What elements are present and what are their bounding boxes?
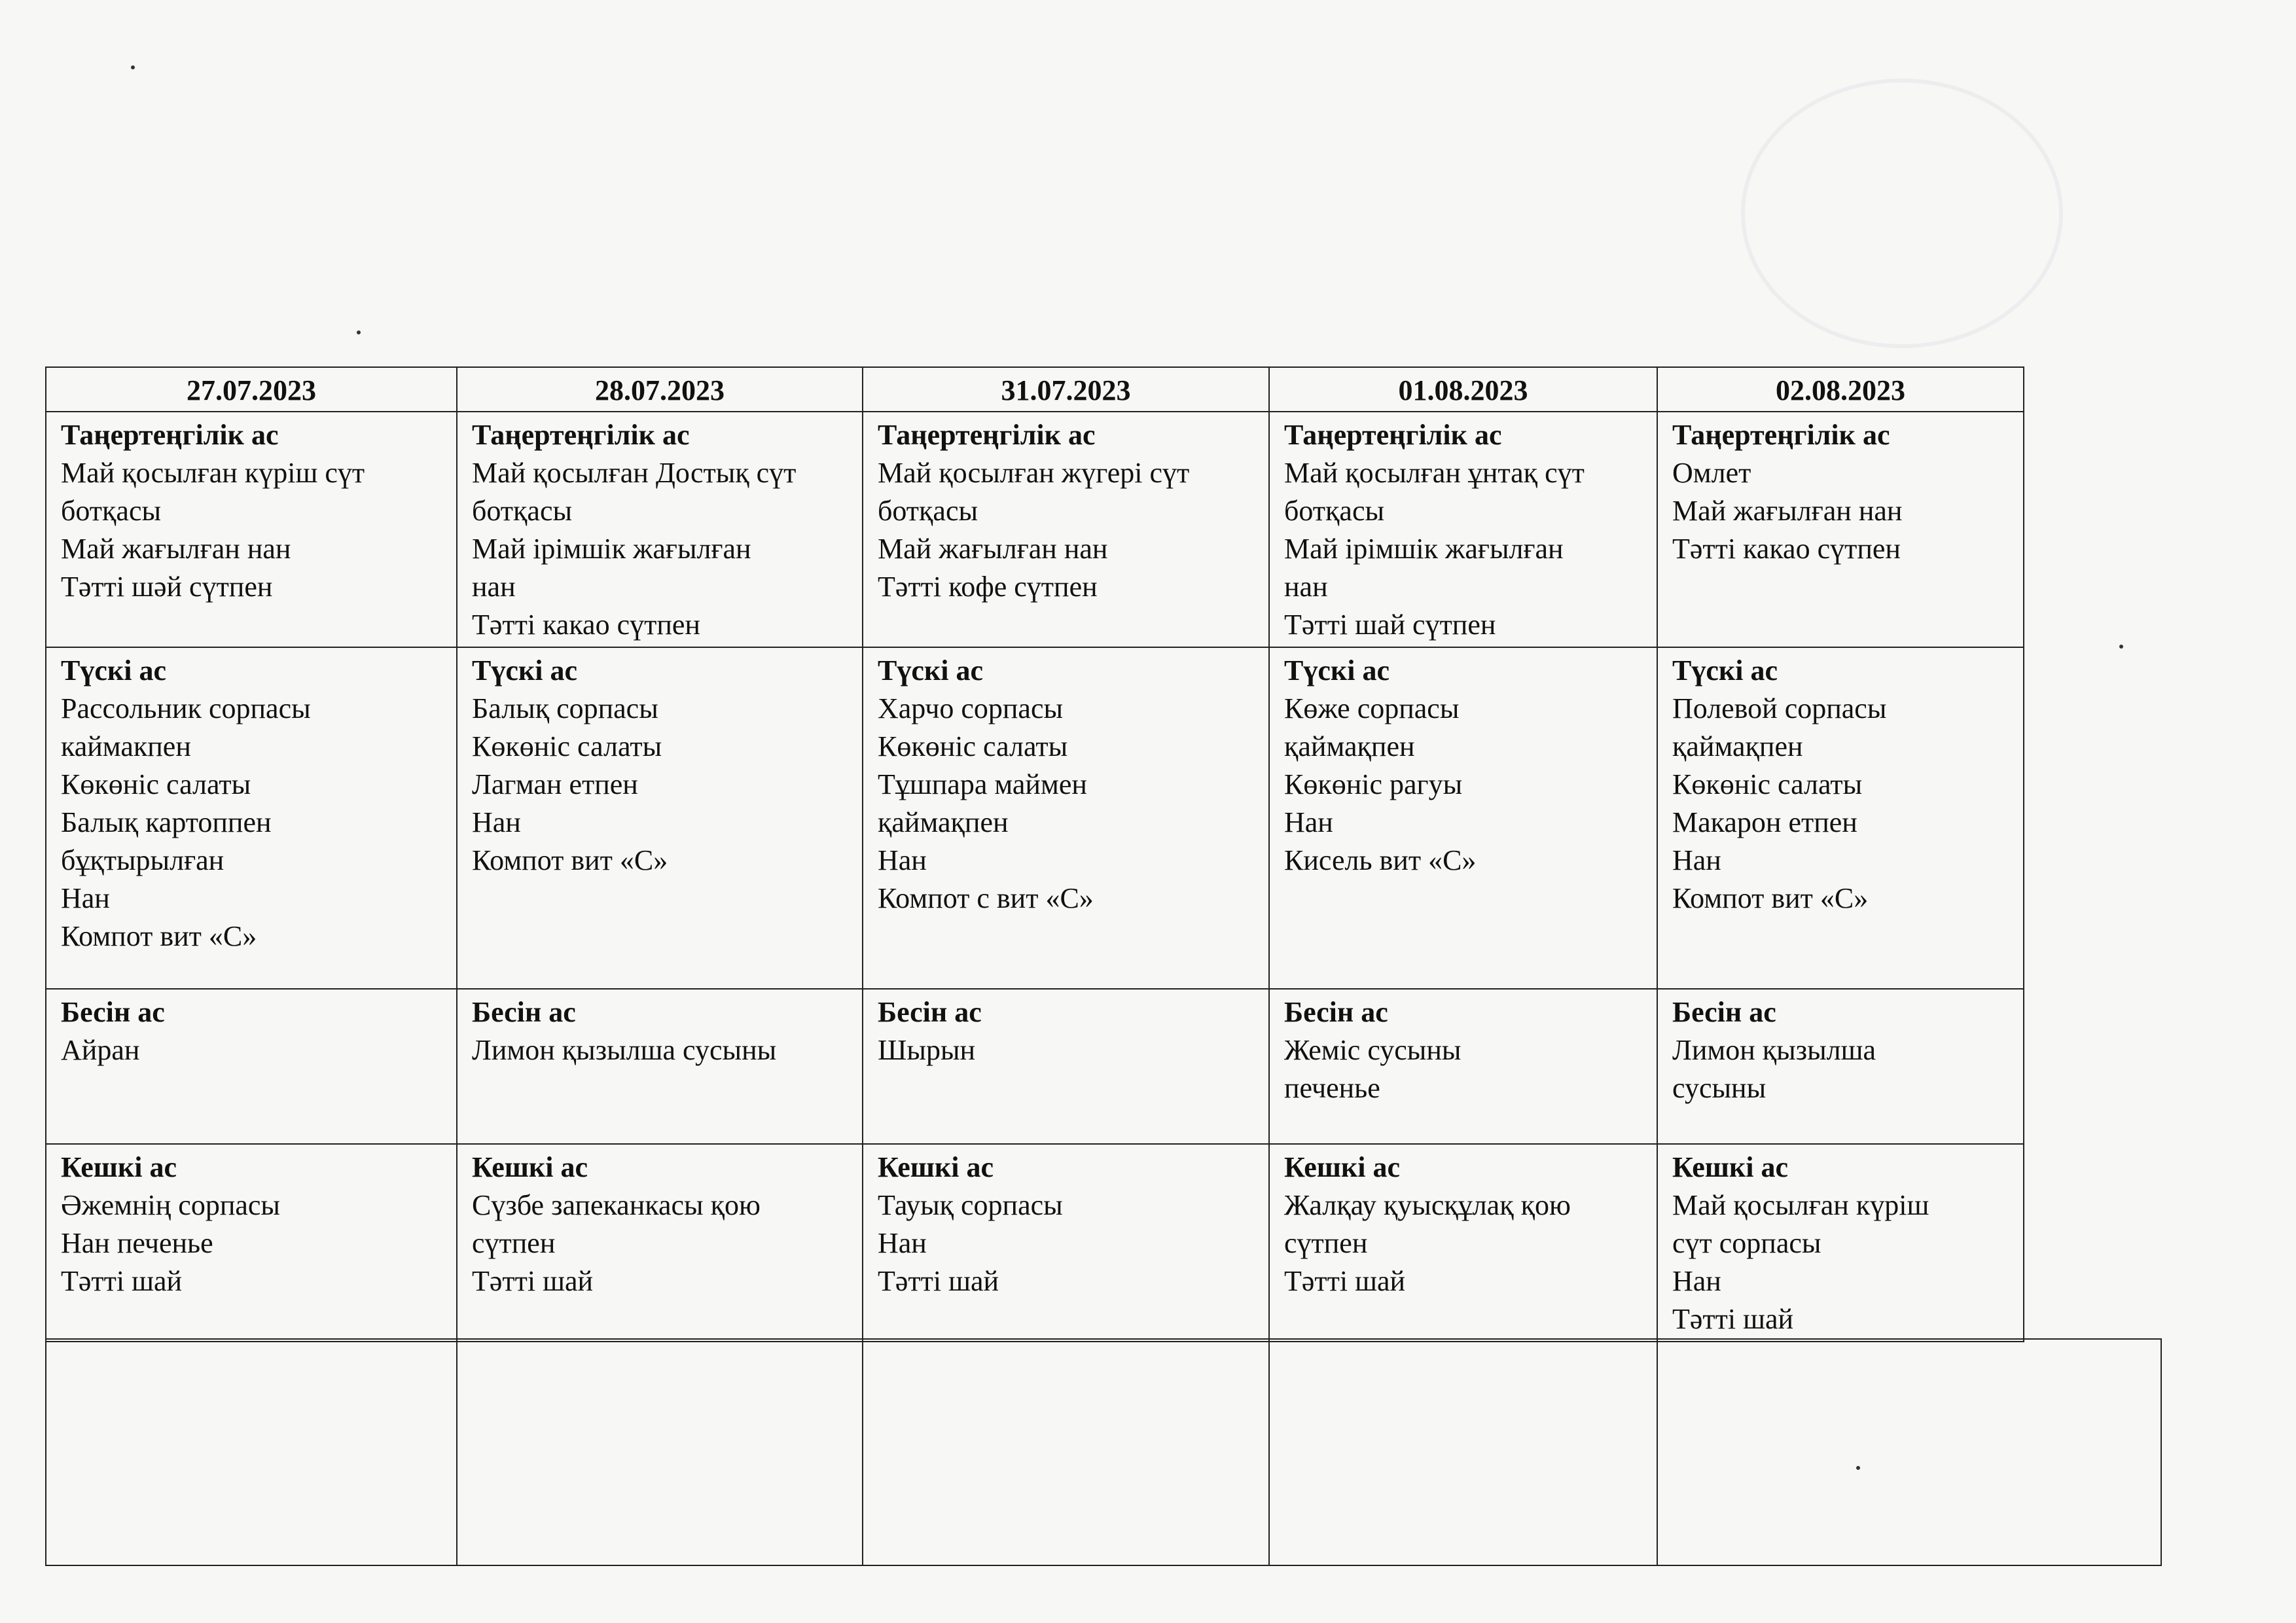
menu-item: Сүзбе запеканкасы қою: [472, 1189, 761, 1221]
menu-item: Тәтті шай: [1672, 1303, 1794, 1335]
date-header-row: [46, 367, 2024, 412]
breakfast-cell: [863, 412, 1269, 647]
menu-item: ботқасы: [878, 495, 978, 527]
menu-item: Нан: [1672, 844, 1721, 876]
faint-stamp-circle: [1741, 79, 2063, 348]
lunch-cell: [863, 647, 1269, 989]
menu-item: Компот вит «С»: [1672, 882, 1869, 914]
snack-cell: [1657, 989, 2024, 1144]
snack-cell: [1269, 989, 1657, 1144]
menu-item: Көкөніс салаты: [1672, 768, 1863, 800]
meal-title: Бесін ас: [1284, 996, 1388, 1028]
menu-item: сусыны: [1672, 1072, 1767, 1104]
menu-item: Май қосылған күріш сүт: [61, 457, 365, 489]
meal-title: Бесін ас: [878, 996, 982, 1028]
menu-item: Кисель вит «С»: [1284, 844, 1477, 876]
menu-item: Тәтті какао сүтпен: [472, 609, 700, 641]
menu-item: Тәтті шай: [1284, 1265, 1406, 1297]
menu-item: Балық картоппен: [61, 806, 272, 838]
menu-item: нан: [1284, 571, 1328, 603]
menu-item: ботқасы: [61, 495, 162, 527]
lunch-cell: [46, 647, 457, 989]
menu-item: Май қосылған жүгері сүт: [878, 457, 1190, 489]
lunch-cell: [457, 647, 863, 989]
dinner-cell: [457, 1144, 863, 1342]
grid-divider: [456, 1340, 457, 1565]
menu-item: Көкөніс рагуы: [1284, 768, 1463, 800]
meal-title: Кешкі ас: [472, 1151, 588, 1183]
menu-item: Тәтті какао сүтпен: [1672, 533, 1901, 565]
menu-item: Нан: [1284, 806, 1333, 838]
menu-item: Харчо сорпасы: [878, 692, 1064, 724]
menu-item: Көкөніс салаты: [472, 730, 662, 762]
meal-title: Кешкі ас: [878, 1151, 994, 1183]
lunch-row: [46, 647, 2024, 989]
dinner-cell: [863, 1144, 1269, 1342]
meal-title: Кешкі ас: [61, 1151, 177, 1183]
menu-item: бұқтырылған: [61, 844, 224, 876]
menu-item: Май қосылған Достық сүт: [472, 457, 797, 489]
menu-item: каймакпен: [61, 730, 191, 762]
breakfast-cell: [457, 412, 863, 647]
speck: [2119, 645, 2123, 649]
menu-item: Май қосылған ұнтақ сүт: [1284, 457, 1585, 489]
meal-title: Бесін ас: [1672, 996, 1776, 1028]
menu-item: Көкөніс салаты: [61, 768, 251, 800]
menu-item: Тәтті шай сүтпен: [1284, 609, 1496, 641]
meal-title: Түскі ас: [61, 654, 166, 687]
breakfast-row: [46, 412, 2024, 647]
date-header: 28.07.2023: [457, 367, 863, 412]
menu-item: Компот вит «С»: [472, 844, 668, 876]
menu-item: Рассольник сорпасы: [61, 692, 311, 724]
menu-item: Май қосылған күріш: [1672, 1189, 1929, 1221]
menu-item: қаймақпен: [1284, 730, 1415, 762]
menu-item: қаймақпен: [878, 806, 1009, 838]
menu-item: Нан печенье: [61, 1227, 213, 1259]
menu-item: Полевой сорпасы: [1672, 692, 1887, 724]
menu-item: Май жағылған нан: [61, 533, 291, 565]
menu-item: Шырын: [878, 1034, 976, 1066]
menu-item: Нан: [61, 882, 110, 914]
menu-item: Компот с вит «С»: [878, 882, 1094, 914]
menu-item: Тәтті шай: [61, 1265, 183, 1297]
menu-item: печенье: [1284, 1072, 1380, 1104]
snack-cell: [863, 989, 1269, 1144]
menu-item: Тұшпара маймен: [878, 768, 1087, 800]
snack-cell: [457, 989, 863, 1144]
speck: [357, 330, 361, 334]
menu-item: Тәтті шай: [472, 1265, 594, 1297]
empty-bottom-row: [45, 1338, 2162, 1566]
meal-title: Түскі ас: [1672, 654, 1778, 687]
snack-cell: [46, 989, 457, 1144]
date-header: 27.07.2023: [46, 367, 457, 412]
menu-item: Тәтті кофе сүтпен: [878, 571, 1098, 603]
menu-item: Тауық сорпасы: [878, 1189, 1063, 1221]
breakfast-cell: [1657, 412, 2024, 647]
menu-item: Омлет: [1672, 457, 1751, 489]
menu-item: Нан: [878, 844, 927, 876]
menu-item: Макарон етпен: [1672, 806, 1857, 838]
menu-item: Тәтті шай: [878, 1265, 999, 1297]
meal-title: Таңертеңгілік ас: [472, 419, 690, 451]
grid-divider: [1268, 1340, 1270, 1565]
menu-item: сүтпен: [472, 1227, 556, 1259]
menu-item: Көже сорпасы: [1284, 692, 1460, 724]
date-header: 02.08.2023: [1657, 367, 2024, 412]
menu-item: Нан: [472, 806, 521, 838]
menu-item: Май жағылған нан: [1672, 495, 1903, 527]
date-header: 31.07.2023: [863, 367, 1269, 412]
menu-item: Лимон қызылша сусыны: [472, 1034, 777, 1066]
menu-item: Нан: [878, 1227, 927, 1259]
menu-item: Тәтті шәй сүтпен: [61, 571, 273, 603]
menu-item: Көкөніс салаты: [878, 730, 1068, 762]
menu-item: сүт сорпасы: [1672, 1227, 1821, 1259]
menu-item: Әжемнің сорпасы: [61, 1189, 280, 1221]
menu-item: Балық сорпасы: [472, 692, 658, 724]
dinner-cell: [46, 1144, 457, 1342]
menu-item: қаймақпен: [1672, 730, 1803, 762]
menu-item: Нан: [1672, 1265, 1721, 1297]
lunch-cell: [1269, 647, 1657, 989]
menu-item: Май ірімшік жағылған: [472, 533, 751, 565]
meal-title: Кешкі ас: [1284, 1151, 1401, 1183]
menu-item: Айран: [61, 1034, 140, 1066]
dinner-cell: [1657, 1144, 2024, 1342]
meal-title: Таңертеңгілік ас: [1672, 419, 1890, 451]
meal-title: Түскі ас: [472, 654, 577, 687]
meal-title: Кешкі ас: [1672, 1151, 1789, 1183]
date-header: 01.08.2023: [1269, 367, 1657, 412]
breakfast-cell: [1269, 412, 1657, 647]
dinner-cell: [1269, 1144, 1657, 1342]
meal-title: Түскі ас: [1284, 654, 1390, 687]
menu-item: сүтпен: [1284, 1227, 1368, 1259]
menu-item: Жеміс сусыны: [1284, 1034, 1462, 1066]
meal-title: Бесін ас: [472, 996, 576, 1028]
meal-title: Бесін ас: [61, 996, 165, 1028]
breakfast-cell: [46, 412, 457, 647]
meal-title: Таңертеңгілік ас: [61, 419, 279, 451]
speck: [131, 65, 135, 69]
menu-item: Май жағылған нан: [878, 533, 1108, 565]
lunch-cell: [1657, 647, 2024, 989]
grid-divider: [1657, 1340, 1658, 1565]
dinner-row: [46, 1144, 2024, 1342]
menu-item: ботқасы: [1284, 495, 1385, 527]
menu-item: Май ірімшік жағылған: [1284, 533, 1564, 565]
menu-item: нан: [472, 571, 516, 603]
meal-title: Түскі ас: [878, 654, 983, 687]
menu-item: Лимон қызылша: [1672, 1034, 1876, 1066]
menu-item: Компот вит «С»: [61, 920, 257, 952]
menu-table: [45, 366, 2024, 1342]
grid-divider: [862, 1340, 863, 1565]
menu-item: Жалқау қуысқұлақ қою: [1284, 1189, 1571, 1221]
menu-item: Лагман етпен: [472, 768, 638, 800]
meal-title: Таңертеңгілік ас: [1284, 419, 1502, 451]
snack-row: [46, 989, 2024, 1144]
meal-title: Таңертеңгілік ас: [878, 419, 1096, 451]
menu-item: ботқасы: [472, 495, 573, 527]
